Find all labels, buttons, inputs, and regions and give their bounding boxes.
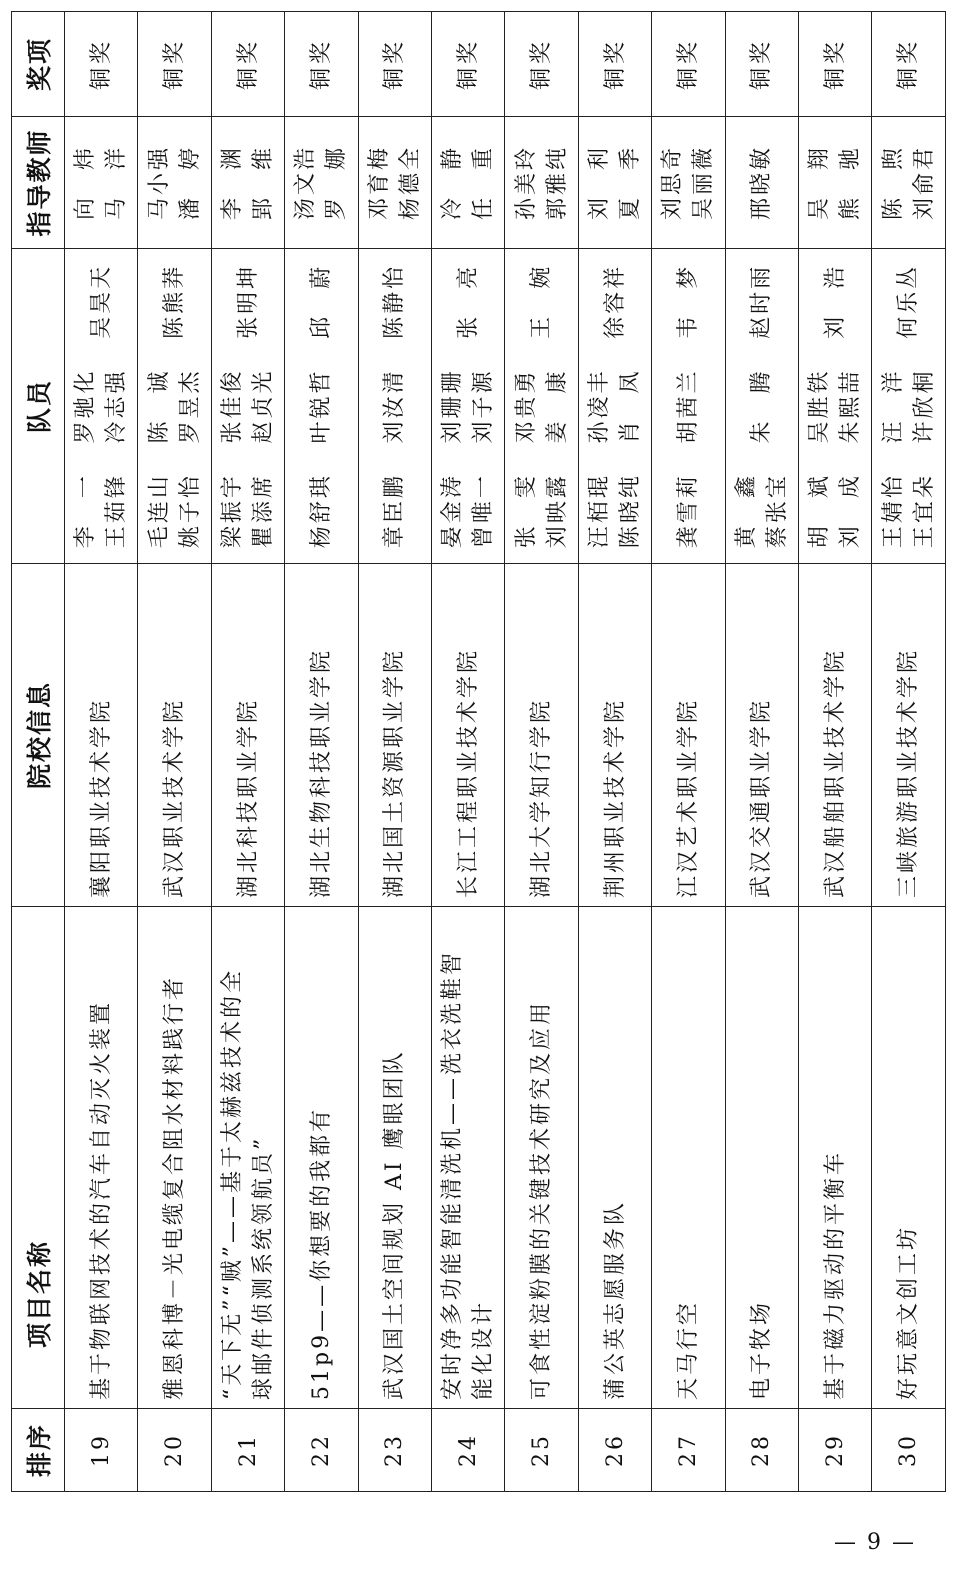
cell-award: 铜奖: [211, 12, 284, 117]
member-name: 张佳俊: [220, 368, 246, 444]
members-column: [673, 356, 704, 456]
cell-project-name: [65, 907, 138, 1409]
project-name-line: 电子牧场: [749, 1299, 775, 1400]
cell-award: 铜奖: [65, 12, 138, 117]
cell-project-name: [725, 907, 798, 1409]
members-grid: [804, 249, 866, 563]
member-name: 晏金涛: [440, 473, 466, 549]
teacher-name: 潘 婷: [177, 145, 203, 221]
project-name-line: 武汉国土空间规划 AI 鹰眼团队: [382, 1049, 408, 1400]
cell-teachers: [211, 117, 284, 249]
member-name: 胡茜兰: [675, 368, 701, 444]
cell-rank: 29: [799, 1409, 872, 1492]
cell-school: 湖北大学知行学院: [505, 564, 578, 907]
members-column: [306, 356, 337, 456]
member-name: 陈熊莽: [162, 263, 188, 339]
teacher-name: 马 洋: [104, 145, 130, 221]
cell-rank: 24: [432, 1409, 505, 1492]
member-name: 韦 梦: [675, 263, 701, 339]
table-row: [505, 12, 578, 1492]
teacher-name: 吴 翔: [807, 145, 833, 221]
members-column: [746, 251, 777, 351]
cell-school: 湖北生物科技职业学院: [285, 564, 358, 907]
cell-award: 铜奖: [872, 12, 946, 117]
member-name: 张 雯: [513, 473, 539, 549]
member-name: 陈晓纯: [618, 473, 644, 549]
members-column: [379, 460, 410, 560]
member-name: 汪 洋: [880, 368, 906, 444]
project-name-line: 雅恩科博－光电缆复合阻水材料践行者: [162, 974, 188, 1400]
project-name-line: 基于磁力驱动的平衡车: [822, 1149, 848, 1400]
members-column: [159, 251, 190, 351]
members-column: [731, 460, 793, 560]
cell-project-name: [578, 907, 651, 1409]
members-column: [453, 251, 484, 351]
cell-project-name: [799, 907, 872, 1409]
cell-project-name: [505, 907, 578, 1409]
table-row: [432, 12, 505, 1492]
cell-school: 湖北科技职业学院: [211, 564, 284, 907]
member-name: 邱 蔚: [308, 263, 334, 339]
members-column: [878, 460, 940, 560]
members-grid: [673, 249, 704, 563]
members-grid: [144, 249, 206, 563]
member-name: 姚子怡: [177, 473, 203, 549]
project-name-line: 蒲公英志愿服务队: [602, 1199, 628, 1400]
table-row: [578, 12, 651, 1492]
members-column: [511, 460, 573, 560]
project-name-line: 能化设计: [471, 1299, 497, 1400]
teacher-name: 杨德全: [397, 145, 423, 221]
member-name: 王婧怡: [880, 473, 906, 549]
member-name: 邓贵勇: [513, 368, 539, 444]
cell-rank: 25: [505, 1409, 578, 1492]
project-name-line: 可食性淀粉膜的关键技术研究及应用: [529, 999, 555, 1400]
teacher-name: 邓育梅: [366, 145, 392, 221]
cell-school: 江汉艺术职业学院: [652, 564, 725, 907]
member-name: 朱 腾: [749, 368, 775, 444]
cell-rank: 26: [578, 1409, 651, 1492]
project-name-line: 安时净多功能智能清洗机——洗衣洗鞋智: [440, 949, 466, 1400]
members-column: [144, 356, 206, 456]
cell-school: 武汉交通职业学院: [725, 564, 798, 907]
cell-rank: 23: [358, 1409, 431, 1492]
member-name: 冷志强: [104, 368, 130, 444]
header-award: 奖项: [12, 12, 65, 117]
cell-members: [65, 249, 138, 564]
member-name: 陈静怡: [382, 263, 408, 339]
member-name: 陈 诚: [146, 368, 172, 444]
member-name: 朱熙喆: [838, 368, 864, 444]
cell-rank: 22: [285, 1409, 358, 1492]
member-name: 罗昱杰: [177, 368, 203, 444]
project-name-line: 好玩意文创工坊: [896, 1224, 922, 1400]
cell-members: [138, 249, 211, 564]
cell-award: 铜奖: [432, 12, 505, 117]
members-grid: [217, 249, 279, 563]
cell-award: 铜奖: [725, 12, 798, 117]
members-column: [217, 460, 279, 560]
teacher-name: 马小强: [146, 145, 172, 221]
member-name: 孙凌丰: [587, 368, 613, 444]
cell-rank: 30: [872, 1409, 946, 1492]
project-name-line: “天下无”“贼”——基于太赫兹技术的全: [220, 968, 246, 1400]
table-row: [138, 12, 211, 1492]
teacher-name: 刘俞君: [911, 145, 937, 221]
table-row: [211, 12, 284, 1492]
cell-rank: 21: [211, 1409, 284, 1492]
cell-school: 襄阳职业技术学院: [65, 564, 138, 907]
table-row: [872, 12, 946, 1492]
cell-project-name: [432, 907, 505, 1409]
header-school: 院校信息: [12, 564, 65, 907]
member-name: 章臣鹏: [382, 473, 408, 549]
member-name: 蔡张宝: [764, 473, 790, 549]
cell-award: 铜奖: [505, 12, 578, 117]
member-name: 刘 成: [838, 473, 864, 549]
project-name-line: 球邮件侦测系统领航员”: [251, 1135, 277, 1400]
teacher-name: 孙美玲: [513, 145, 539, 221]
member-name: 李 一: [73, 473, 99, 549]
member-name: 肖 凤: [618, 368, 644, 444]
cell-teachers: [872, 117, 946, 249]
member-name: 姜 康: [544, 368, 570, 444]
table-row: [358, 12, 431, 1492]
members-column: [70, 460, 132, 560]
teacher-name: 郢 维: [251, 145, 277, 221]
member-name: 张 亮: [455, 263, 481, 339]
members-column: [379, 251, 410, 351]
cell-project-name: [358, 907, 431, 1409]
members-column: [233, 251, 264, 351]
cell-teachers: [65, 117, 138, 249]
members-column: [804, 356, 866, 456]
members-column: [437, 356, 499, 456]
member-name: 黄 鑫: [733, 473, 759, 549]
member-name: 赵时雨: [749, 263, 775, 339]
member-name: 刘 浩: [822, 263, 848, 339]
header-teachers: 指导教师: [12, 117, 65, 249]
member-name: 许欣桐: [911, 368, 937, 444]
member-name: 龚雪莉: [675, 473, 701, 549]
cell-school: 长江工程职业技术学院: [432, 564, 505, 907]
member-name: 刘珊珊: [440, 368, 466, 444]
cell-members: [358, 249, 431, 564]
member-name: 刘汝清: [382, 368, 408, 444]
members-column: [584, 460, 646, 560]
cell-members: [505, 249, 578, 564]
members-grid: [584, 249, 646, 563]
member-name: 刘子源: [471, 368, 497, 444]
member-name: 汪栢琨: [587, 473, 613, 549]
members-column: [804, 460, 866, 560]
member-name: 杨舒琪: [308, 473, 334, 549]
cell-teachers: [138, 117, 211, 249]
cell-project-name: [138, 907, 211, 1409]
members-column: [379, 356, 410, 456]
members-column: [673, 251, 704, 351]
cell-rank: 27: [652, 1409, 725, 1492]
member-name: 毛连山: [146, 473, 172, 549]
table-row: [799, 12, 872, 1492]
award-table-sheet: [11, 12, 946, 1492]
cell-rank: 20: [138, 1409, 211, 1492]
member-name: 王宜朵: [911, 473, 937, 549]
members-column: [893, 251, 924, 351]
teacher-name: 向 炜: [73, 145, 99, 221]
member-name: 瞿添席: [251, 473, 277, 549]
member-name: 叶锐哲: [308, 368, 334, 444]
teacher-name: 陈 煦: [880, 145, 906, 221]
members-grid: [731, 249, 793, 563]
members-column: [673, 460, 704, 560]
cell-school: 武汉职业技术学院: [138, 564, 211, 907]
teacher-name: 郭雅纯: [544, 145, 570, 221]
member-name: 吴昊天: [88, 263, 114, 339]
member-name: 梁振宇: [220, 473, 246, 549]
table-header-row: [12, 12, 65, 1492]
members-grid: [878, 249, 940, 563]
members-grid: [511, 249, 573, 563]
members-column: [600, 251, 631, 351]
teacher-name: 汤文浩: [293, 145, 319, 221]
members-column: [70, 356, 132, 456]
award-table: [11, 11, 946, 1492]
members-column: [526, 251, 557, 351]
cell-members: [872, 249, 946, 564]
header-rank: 排序: [12, 1409, 65, 1492]
cell-members: [578, 249, 651, 564]
cell-school: 荆州职业技术学院: [578, 564, 651, 907]
page-number: — 9 —: [834, 1530, 916, 1555]
cell-members: [285, 249, 358, 564]
cell-teachers: [725, 117, 798, 249]
cell-rank: 19: [65, 1409, 138, 1492]
cell-teachers: [505, 117, 578, 249]
member-name: 徐容祥: [602, 263, 628, 339]
cell-project-name: [285, 907, 358, 1409]
member-name: 刘映露: [544, 473, 570, 549]
cell-teachers: [578, 117, 651, 249]
table-row: [725, 12, 798, 1492]
header-project: 项目名称: [12, 907, 65, 1409]
teacher-name: 邢晓敏: [749, 145, 775, 221]
cell-award: 铜奖: [652, 12, 725, 117]
teacher-name: 任 重: [471, 145, 497, 221]
cell-teachers: [799, 117, 872, 249]
cell-rank: 28: [725, 1409, 798, 1492]
cell-school: 三峡旅游职业技术学院: [872, 564, 946, 907]
cell-school: 武汉船舶职业技术学院: [799, 564, 872, 907]
header-members: 队员: [12, 249, 65, 564]
cell-award: 铜奖: [578, 12, 651, 117]
teacher-name: 冷 静: [440, 145, 466, 221]
cell-award: 铜奖: [799, 12, 872, 117]
member-name: 罗驰化: [73, 368, 99, 444]
members-column: [584, 356, 646, 456]
member-name: 王茹锋: [104, 473, 130, 549]
teacher-name: 刘思奇: [660, 145, 686, 221]
table-row: [65, 12, 138, 1492]
cell-award: 铜奖: [358, 12, 431, 117]
cell-members: [432, 249, 505, 564]
members-column: [306, 460, 337, 560]
members-column: [746, 356, 777, 456]
cell-teachers: [652, 117, 725, 249]
cell-award: 铜奖: [138, 12, 211, 117]
teacher-name: 熊 驰: [838, 145, 864, 221]
cell-teachers: [285, 117, 358, 249]
project-name-line: 天马行空: [675, 1299, 701, 1400]
cell-project-name: [872, 907, 946, 1409]
cell-members: [725, 249, 798, 564]
members-column: [511, 356, 573, 456]
teacher-name: 刘 利: [587, 145, 613, 221]
member-name: 吴胜铁: [807, 368, 833, 444]
teacher-name: 夏 季: [618, 145, 644, 221]
teacher-name: 吴丽薇: [691, 145, 717, 221]
teacher-name: 李 渊: [220, 145, 246, 221]
cell-award: 铜奖: [285, 12, 358, 117]
members-column: [878, 356, 940, 456]
member-name: 张明坤: [235, 263, 261, 339]
members-column: [217, 356, 279, 456]
members-grid: [70, 249, 132, 563]
member-name: 王 婉: [529, 263, 555, 339]
members-column: [820, 251, 851, 351]
teacher-name: 罗 娜: [324, 145, 350, 221]
project-name-line: 51p9——你想要的我都有: [308, 1106, 334, 1400]
cell-members: [211, 249, 284, 564]
member-name: 何乐丛: [896, 263, 922, 339]
members-column: [144, 460, 206, 560]
members-column: [306, 251, 337, 351]
cell-teachers: [358, 117, 431, 249]
member-name: 赵贞光: [251, 368, 277, 444]
table-row: [652, 12, 725, 1492]
members-column: [86, 251, 117, 351]
table-body: [65, 12, 946, 1492]
table-row: [285, 12, 358, 1492]
members-grid: [379, 249, 410, 563]
project-name-line: 基于物联网技术的汽车自动灭火装置: [88, 999, 114, 1400]
cell-members: [799, 249, 872, 564]
members-grid: [437, 249, 499, 563]
cell-project-name: [211, 907, 284, 1409]
cell-school: 湖北国土资源职业学院: [358, 564, 431, 907]
cell-teachers: [432, 117, 505, 249]
members-column: [437, 460, 499, 560]
member-name: 胡 斌: [807, 473, 833, 549]
member-name: 曾唯一: [471, 473, 497, 549]
members-grid: [306, 249, 337, 563]
cell-members: [652, 249, 725, 564]
cell-project-name: [652, 907, 725, 1409]
